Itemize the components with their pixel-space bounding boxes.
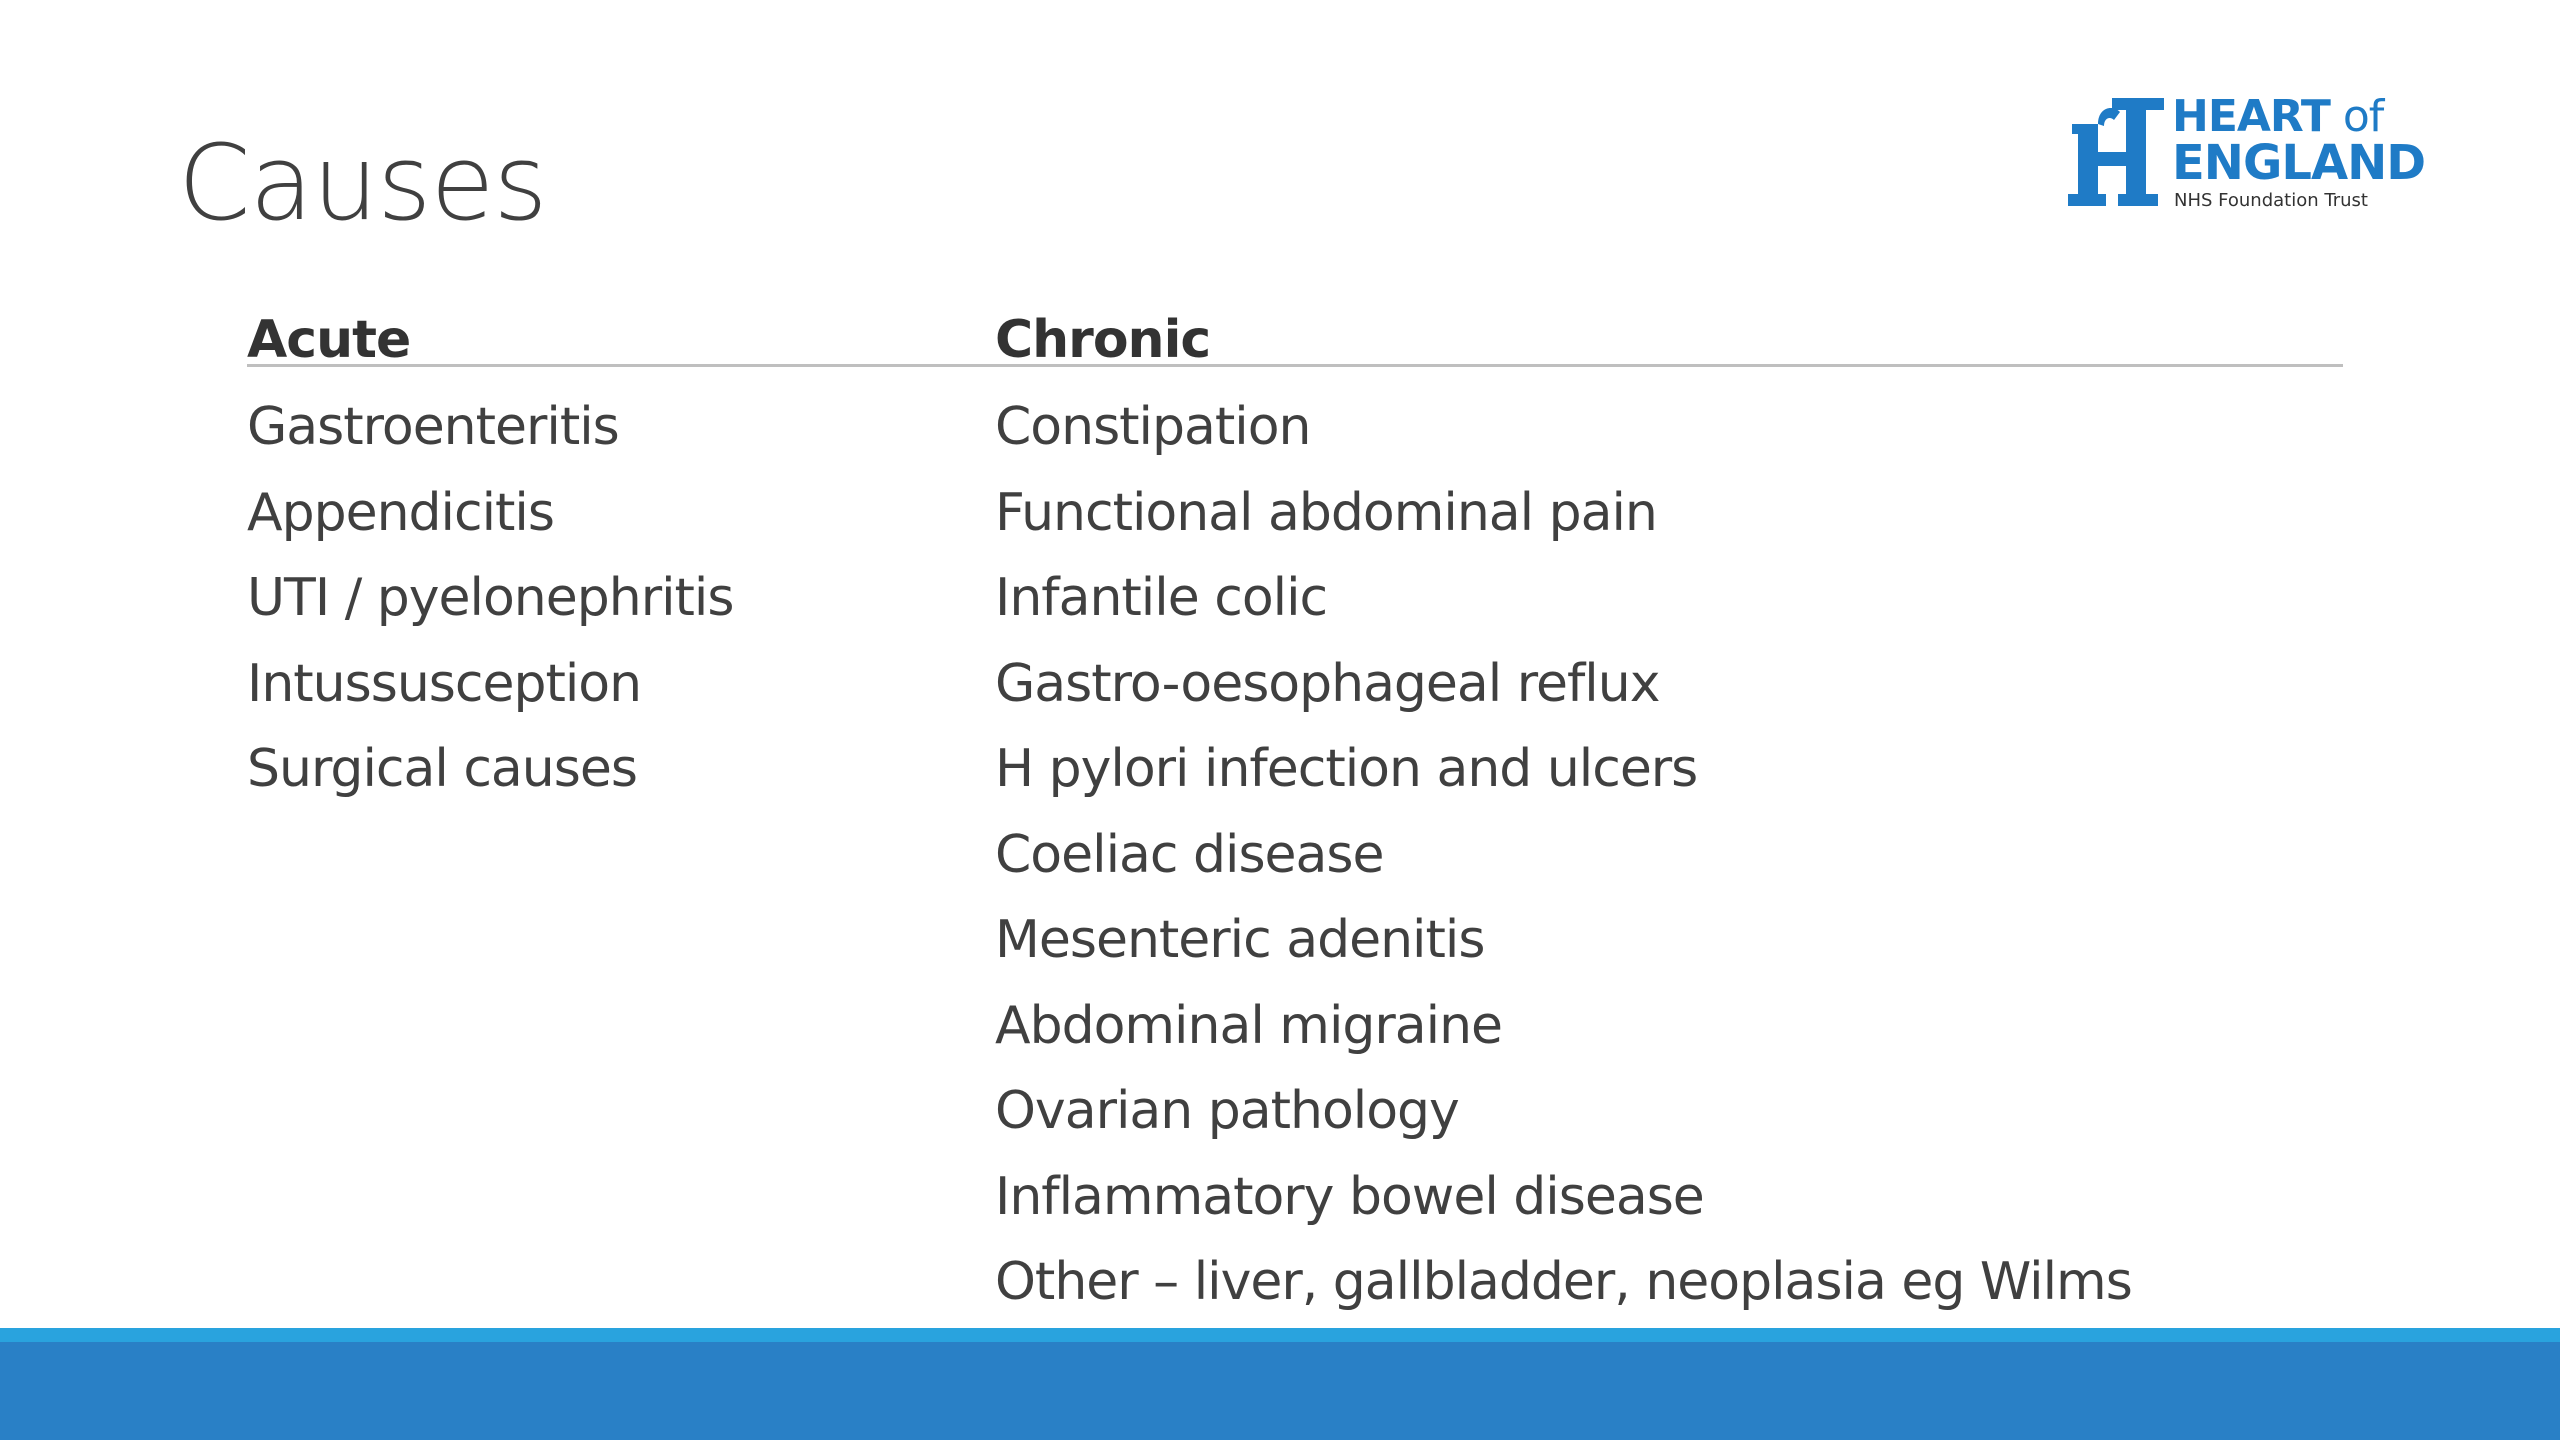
chronic-column-header: Chronic: [995, 310, 1211, 370]
slide-title: Causes: [178, 122, 547, 244]
list-item: Other – liver, gallbladder, neoplasia eg Wilms: [995, 1252, 2132, 1312]
list-item: Infantile colic: [995, 568, 1328, 628]
footer-accent-stripe: [0, 1328, 2560, 1342]
footer-bar: [0, 1342, 2560, 1440]
list-item: Functional abdominal pain: [995, 482, 1657, 543]
logo-subtitle-text: NHS Foundation Trust: [2174, 190, 2368, 211]
list-item: Coeliac disease: [995, 824, 1384, 885]
heart-of-england-logo: [2068, 90, 2426, 220]
list-item: Surgical causes: [247, 739, 637, 799]
trust-logo-mark-icon: [2068, 98, 2164, 210]
list-item: Abdominal migraine: [995, 995, 1503, 1056]
acute-column-header: Acute: [247, 310, 411, 370]
list-item: Mesenteric adenitis: [995, 910, 1485, 970]
table-header-row: [247, 300, 2343, 370]
list-item: UTI / pyelonephritis: [247, 568, 734, 628]
list-item: Constipation: [995, 397, 1311, 457]
chronic-column: [995, 385, 2132, 1326]
logo-heart-text: HEART of: [2172, 91, 2384, 142]
list-item: Gastroenteritis: [247, 397, 619, 457]
list-item: Inflammatory bowel disease: [995, 1166, 1704, 1227]
list-item: Intussusception: [247, 653, 642, 714]
acute-column: [247, 385, 733, 813]
list-item: Ovarian pathology: [995, 1081, 1459, 1141]
logo-england-text: ENGLAND: [2172, 135, 2426, 191]
causes-table: [247, 300, 2343, 1312]
list-item: Gastro-oesophageal reflux: [995, 653, 1660, 714]
list-item: Appendicitis: [247, 482, 554, 543]
list-item: H pylori infection and ulcers: [995, 739, 1698, 799]
